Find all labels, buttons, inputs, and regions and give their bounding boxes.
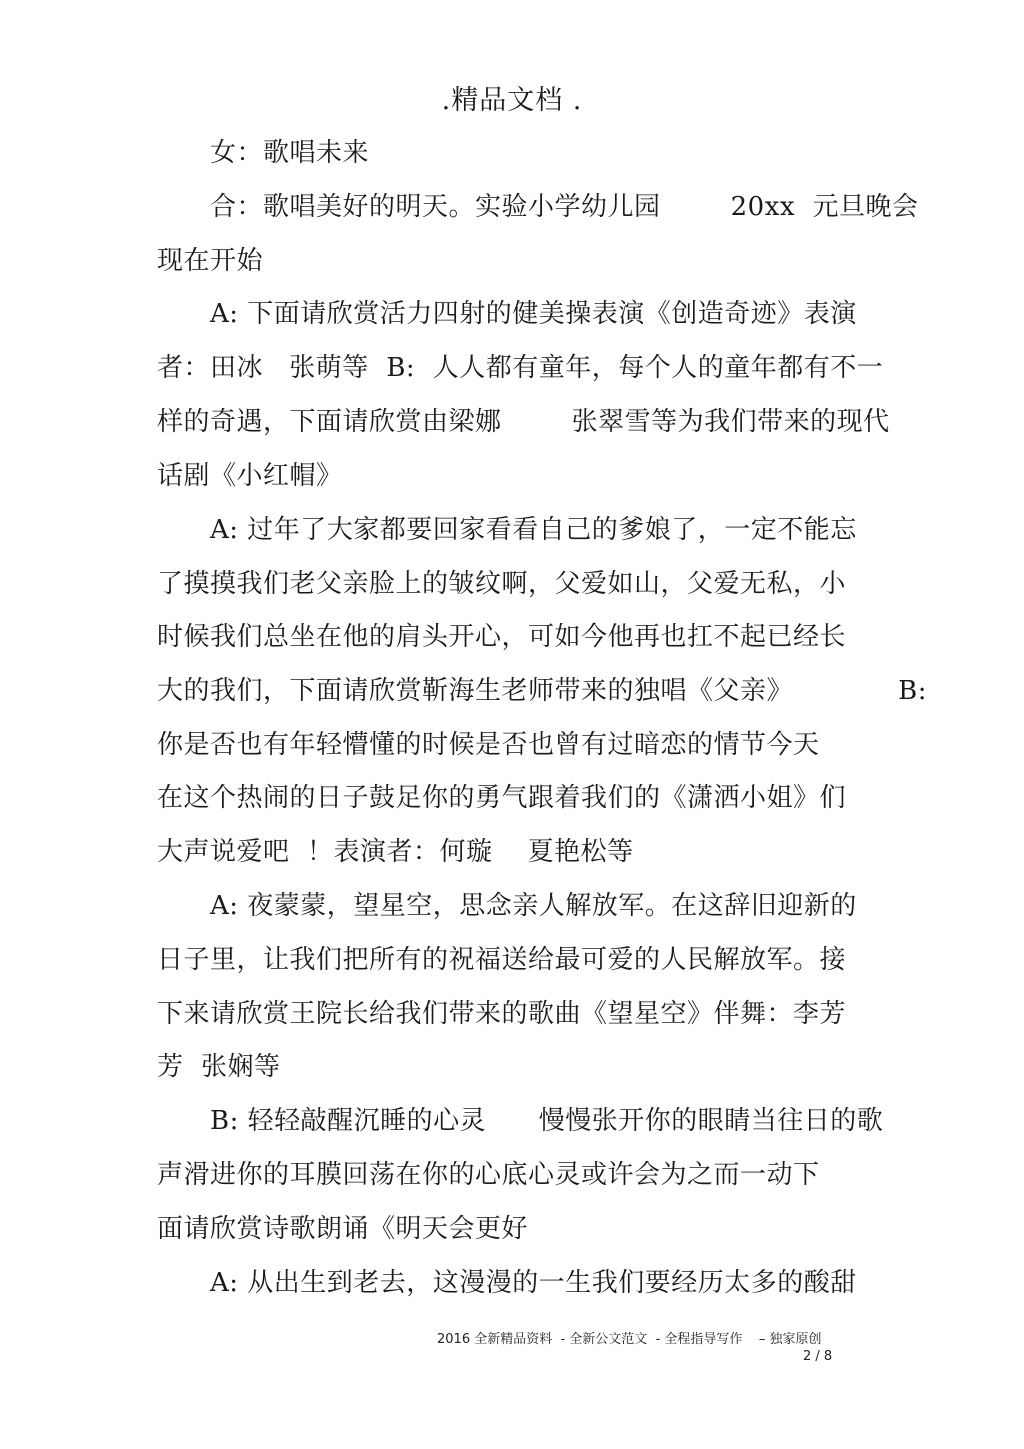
page-number: 2 / 8 xyxy=(803,1349,833,1364)
text-line: 合：歌唱美好的明天。实验小学幼儿园 20xx 元旦晚会 xyxy=(210,192,919,222)
text-line: 声滑进你的耳膜回荡在你的心底心灵或许会为之而一动下 xyxy=(157,1160,820,1190)
text-line: A: 从出生到老去，这漫漫的一生我们要经历太多的酸甜 xyxy=(210,1268,857,1298)
text-line: 样的奇遇，下面请欣赏由梁娜 张翠雪等为我们带来的现代 xyxy=(157,407,890,437)
text-line: 女：歌唱未来 xyxy=(210,138,370,168)
text-line: 日子里，让我们把所有的祝福送给最可爱的人民解放军。接 xyxy=(157,945,847,975)
text-line: 面请欣赏诗歌朗诵《明天会更好 xyxy=(157,1214,529,1244)
text-line: A: 夜蒙蒙，望星空，思念亲人解放军。在这辞旧迎新的 xyxy=(210,891,857,921)
text-line: 你是否也有年轻懵懂的时候是否也曾有过暗恋的情节今天 xyxy=(157,730,820,760)
text-line: 大的我们，下面请欣赏靳海生老师带来的独唱《父亲》 B: xyxy=(157,676,928,706)
text-line: B: 轻轻敲醒沉睡的心灵 慢慢张开你的眼睛当往日的歌 xyxy=(210,1106,884,1136)
text-line: A: 过年了大家都要回家看看自己的爹娘了，一定不能忘 xyxy=(210,515,857,545)
text-line: 者：田冰 张萌等 B: 人人都有童年，每个人的童年都有不一 xyxy=(157,353,884,383)
text-line: 在这个热闹的日子鼓足你的勇气跟着我们的《潇洒小姐》们 xyxy=(157,783,847,813)
text-line: 芳 张娴等 xyxy=(157,1052,281,1082)
text-line: 话剧《小红帽》 xyxy=(157,461,343,491)
text-line: A: 下面请欣赏活力四射的健美操表演《创造奇迹》表演 xyxy=(210,299,857,329)
text-line: 大声说爱吧 ！表演者：何璇 夏艳松等 xyxy=(157,837,634,867)
page-header: .精品文档 . xyxy=(441,85,583,116)
text-line: 现在开始 xyxy=(157,246,264,276)
text-line: 下来请欣赏王院长给我们带来的歌曲《望星空》伴舞：李芳 xyxy=(157,999,847,1029)
text-line: 了摸摸我们老父亲脸上的皱纹啊，父爱如山，父爱无私，小 xyxy=(157,569,847,599)
text-line: 时候我们总坐在他的肩头开心，可如今他再也扛不起已经长 xyxy=(157,622,847,652)
page-footer: 2016 全新精品资料 - 全新公文范文 - 全程指导写作 – 独家原创 xyxy=(437,1332,822,1347)
